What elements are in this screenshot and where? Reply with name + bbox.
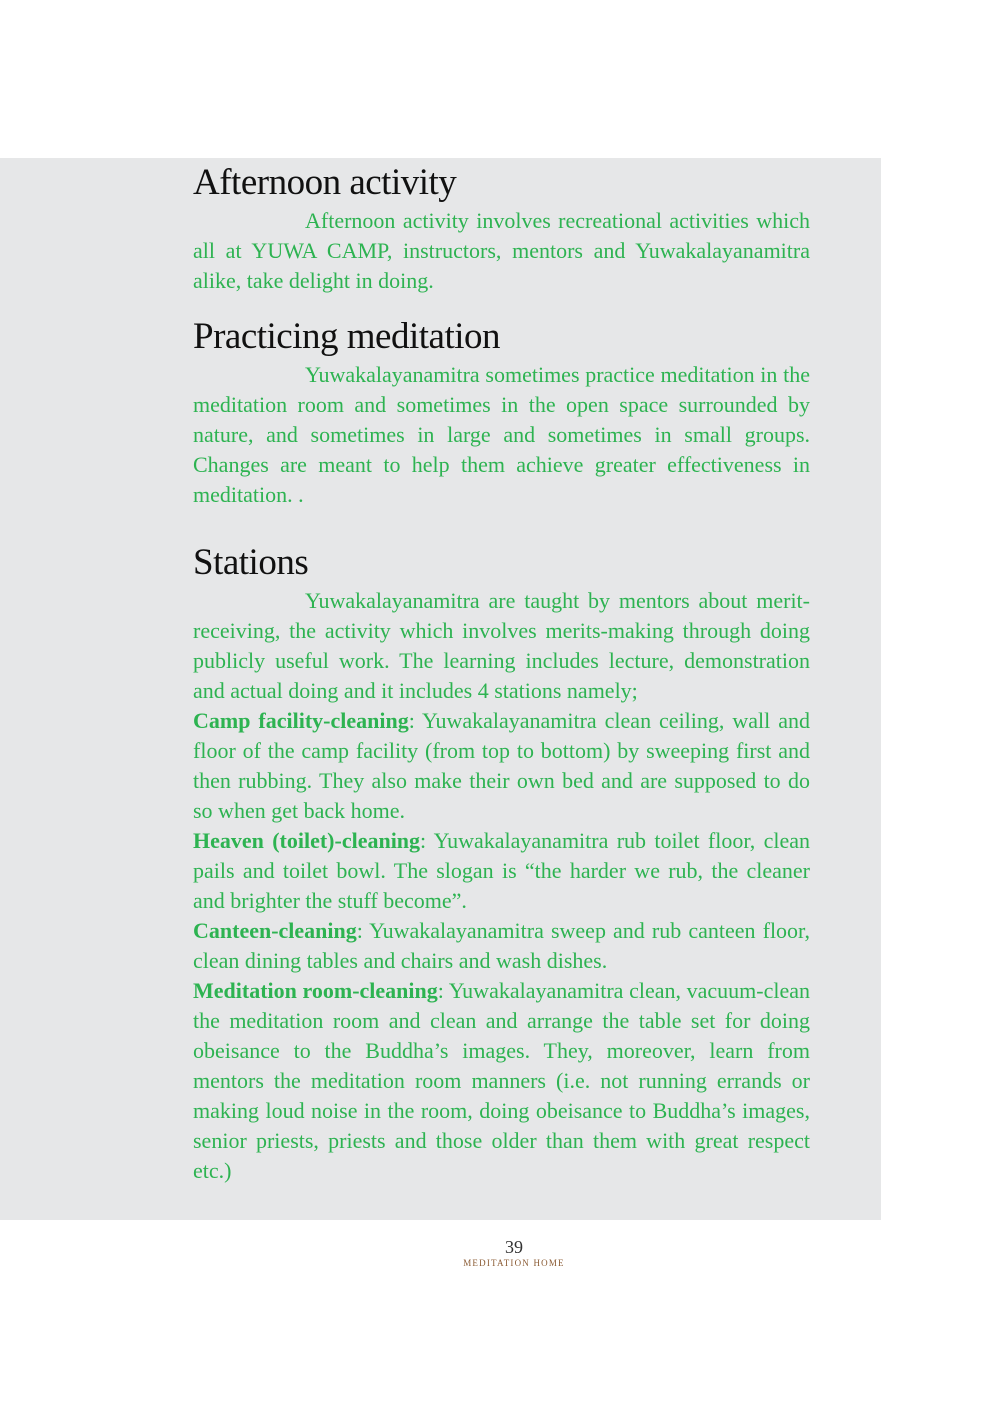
station-title: Canteen-cleaning [193,918,357,943]
stations-intro-paragraph: Yuwakalayanamitra are taught by mentors about merit-receiving, the activity which involves merits-making through doing publicly useful work. The learning includes lecture, demonstration and actual doing and it includes 4 stations namely; [193,588,810,703]
afternoon-activity-heading: Afternoon activity [193,162,457,203]
station-title: Meditation room-cleaning [193,978,438,1003]
station-text: : Yuwakalayanamitra clean ceiling, wall and floor of the camp facility (from top to bottom) by sweeping first and then rubbing. They also make their own bed and are supposed to do so when get back home. [193,708,810,823]
page-footer [0,1237,1000,1269]
station-title: Heaven (toilet)-cleaning [193,828,421,853]
stations-heading: Stations [193,542,309,583]
station-text: : Yuwakalayanamitra clean, vacuum-clean the meditation room and clean and arrange the table set for doing obeisance to the Buddha’s images. They, moreover, learn from mentors the meditation room manners (i.e. not running errands or making loud noise in the room, doing obeisance to Buddha’s images, senior priests, priests and those older than them with great respect etc.) [193,978,811,1183]
page-number: 39 [505,1237,523,1257]
footer-label: MEDITATION HOME [463,1258,565,1268]
practicing-meditation-heading: Practicing meditation [193,316,500,357]
station-meditation-room-cleaning [193,976,810,1186]
station-text: : Yuwakalayanamitra sweep and rub canteen floor, clean dining tables and chairs and wash dishes. [193,918,810,973]
station-text: : Yuwakalayanamitra rub toilet floor, clean pails and toilet bowl. The slogan is “the harder we rub, the cleaner and brighter the stuff become”. [193,828,810,913]
practicing-meditation-paragraph: Yuwakalayanamitra sometimes practice meditation in the meditation room and sometimes in the open space surrounded by nature, and sometimes in large and sometimes in small groups. Changes are meant to help them achieve greater effectiveness in meditation. . [193,362,810,507]
station-title: Camp facility-cleaning [193,708,409,733]
afternoon-activity-paragraph: Afternoon activity involves recreational activities which all at YUWA CAMP, instructors, mentors and Yuwakalayanamitra alike, take delight in doing. [193,208,810,293]
station-heaven-toilet-cleaning [193,826,810,916]
station-canteen-cleaning [193,916,810,976]
station-camp-facility-cleaning [193,706,810,826]
page-content [193,160,810,1186]
